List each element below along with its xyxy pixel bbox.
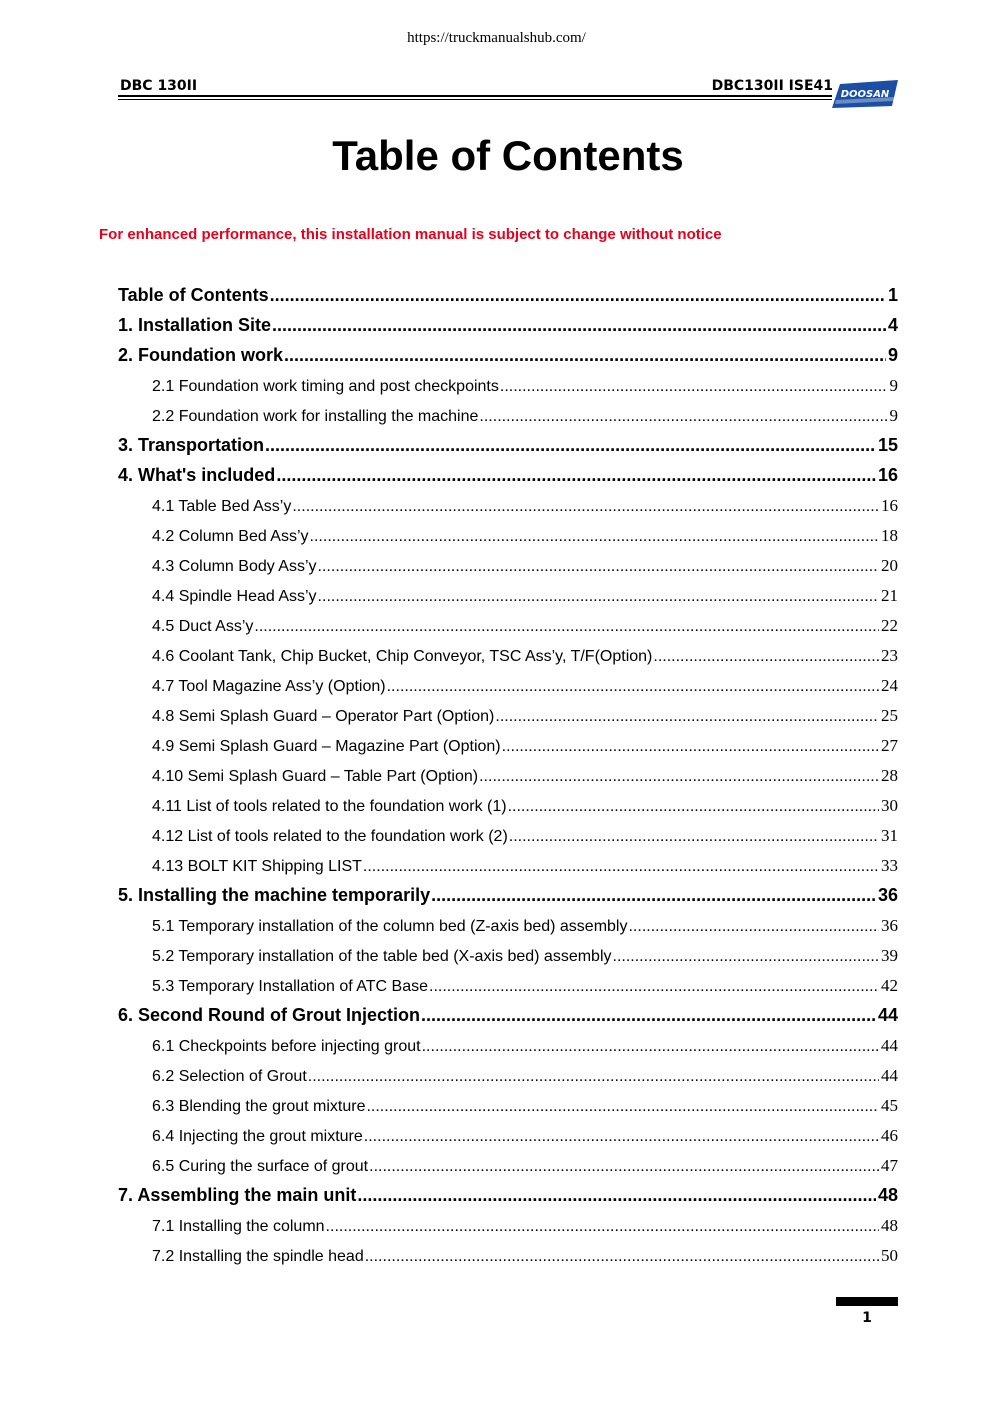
doosan-logo: [832, 80, 898, 108]
toc-entry-label: 3. Transportation: [118, 435, 265, 455]
toc-entry-page: 1: [887, 285, 898, 305]
toc-dot-leader: [284, 345, 886, 366]
toc-entry-page: 30: [881, 796, 898, 815]
toc-entry-page: 9: [889, 376, 898, 395]
toc-entry-page: 36: [877, 885, 898, 905]
toc-entry-label: 7.1 Installing the column: [152, 1218, 325, 1235]
toc-entry-label: Table of Contents: [118, 285, 269, 305]
toc-entry-page: 44: [881, 1066, 898, 1085]
toc-dot-leader: [326, 1218, 879, 1236]
toc-subsection-entry[interactable]: [152, 610, 898, 636]
toc-entry-page: 15: [877, 435, 898, 455]
toc-entry-label: 4.6 Coolant Tank, Chip Bucket, Chip Conveyor, TSC Ass’y, T/F(Option): [152, 648, 653, 665]
toc-dot-leader: [509, 828, 879, 846]
toc-dot-leader: [500, 378, 888, 396]
toc-entry-label: 4.9 Semi Splash Guard – Magazine Part (Option): [152, 738, 501, 755]
toc-entry-label: 6.1 Checkpoints before injecting grout: [152, 1038, 421, 1055]
toc-subsection-entry[interactable]: [152, 910, 898, 936]
toc-dot-leader: [502, 738, 879, 756]
toc-section-entry[interactable]: [118, 460, 898, 486]
source-url: https://truckmanualshub.com/: [407, 30, 586, 46]
toc-section-entry[interactable]: [118, 340, 898, 366]
toc-dot-leader: [613, 948, 880, 966]
toc-entry-page: 50: [881, 1246, 898, 1265]
page-title: Table of Contents: [332, 132, 684, 179]
toc-entry-label: 4.13 BOLT KIT Shipping LIST: [152, 858, 362, 875]
toc-entry-page: 16: [877, 465, 898, 485]
toc-dot-leader: [363, 858, 879, 876]
toc-subsection-entry[interactable]: [152, 820, 898, 846]
page-number: 1: [862, 1310, 872, 1326]
toc-entry-label: 7. Assembling the main unit: [118, 1185, 357, 1205]
toc-subsection-entry[interactable]: [152, 850, 898, 876]
toc-dot-leader: [653, 648, 879, 666]
header-rule: [118, 95, 832, 97]
toc-dot-leader: [292, 498, 879, 516]
toc-entry-label: 4.1 Table Bed Ass’y: [152, 498, 292, 515]
page-number-bar: [836, 1297, 898, 1306]
toc-entry-page: 33: [881, 856, 898, 875]
toc-dot-leader: [479, 408, 887, 426]
toc-dot-leader: [429, 978, 879, 996]
toc-subsection-entry[interactable]: [152, 1060, 898, 1086]
toc-dot-leader: [365, 1248, 879, 1266]
toc-entry-page: 42: [881, 976, 898, 995]
toc-entry-page: 9: [889, 406, 898, 425]
toc-dot-leader: [265, 435, 876, 456]
toc-section-entry[interactable]: [118, 1000, 898, 1026]
toc-entry-page: 31: [881, 826, 898, 845]
toc-entry-label: 4.5 Duct Ass’y: [152, 618, 254, 635]
toc-entry-page: 20: [881, 556, 898, 575]
logo-text: DOOSAN: [840, 89, 890, 100]
toc-entry-page: 25: [881, 706, 898, 725]
toc-dot-leader: [308, 1068, 879, 1086]
toc-entry-label: 4.2 Column Bed Ass’y: [152, 528, 309, 545]
toc-entry-label: 5.3 Temporary Installation of ATC Base: [152, 978, 428, 995]
toc-entry-page: 16: [881, 496, 898, 515]
toc-dot-leader: [628, 918, 879, 936]
toc-entry-label: 4.4 Spindle Head Ass’y: [152, 588, 317, 605]
toc-entry-page: 36: [881, 916, 898, 935]
toc-entry-label: 4.8 Semi Splash Guard – Operator Part (Option): [152, 708, 495, 725]
toc-entry-page: 23: [881, 646, 898, 665]
toc-entry-label: 4.10 Semi Splash Guard – Table Part (Option): [152, 768, 479, 785]
toc-subsection-entry[interactable]: [152, 1210, 898, 1236]
toc-dot-leader: [272, 315, 886, 336]
toc-dot-leader: [366, 1098, 879, 1116]
toc-dot-leader: [318, 558, 879, 576]
toc-entry-label: 6.4 Injecting the grout mixture: [152, 1128, 363, 1145]
toc-subsection-entry[interactable]: [152, 730, 898, 756]
toc-entry-label: 4.3 Column Body Ass’y: [152, 558, 317, 575]
toc-entry-page: 48: [881, 1216, 898, 1235]
toc-entry-label: 2.1 Foundation work timing and post checkpoints: [152, 378, 499, 395]
toc-subsection-entry[interactable]: [152, 940, 898, 966]
toc-entry-page: 44: [881, 1036, 898, 1055]
toc-subsection-entry[interactable]: [152, 1030, 898, 1056]
toc-dot-leader: [508, 798, 879, 816]
toc-entry-page: 9: [887, 345, 898, 365]
toc-dot-leader: [422, 1038, 879, 1056]
toc-subsection-entry[interactable]: [152, 640, 898, 666]
toc-dot-leader: [495, 708, 879, 726]
toc-entry-page: 46: [881, 1126, 898, 1145]
toc-dot-leader: [318, 588, 879, 606]
toc-entry-label: 5.1 Temporary installation of the column bed (Z-axis bed) assembly: [152, 918, 628, 935]
toc-entry-label: 5. Installing the machine temporarily: [118, 885, 431, 905]
toc-dot-leader: [369, 1158, 879, 1176]
toc-entry-label: 4.7 Tool Magazine Ass’y (Option): [152, 678, 386, 695]
toc-entry-label: 7.2 Installing the spindle head: [152, 1248, 364, 1265]
toc-dot-leader: [254, 618, 879, 636]
toc-subsection-entry[interactable]: [152, 1120, 898, 1146]
toc-entry-label: 2.2 Foundation work for installing the machine: [152, 408, 479, 425]
toc-entry-page: 28: [881, 766, 898, 785]
toc-entry-label: 2. Foundation work: [118, 345, 283, 365]
change-notice: For enhanced performance, this installation manual is subject to change without notice: [99, 226, 722, 243]
toc-entry-label: 6.5 Curing the surface of grout: [152, 1158, 369, 1175]
toc-entry-page: 18: [881, 526, 898, 545]
toc-entry-label: 6.3 Blending the grout mixture: [152, 1098, 366, 1115]
toc-entry-page: 44: [877, 1005, 898, 1025]
toc-dot-leader: [431, 885, 876, 906]
toc-subsection-entry[interactable]: [152, 1240, 898, 1266]
toc-subsection-entry[interactable]: [152, 1090, 898, 1116]
toc-entry-page: 22: [881, 616, 898, 635]
toc-subsection-entry[interactable]: [152, 550, 898, 576]
toc-subsection-entry[interactable]: [152, 970, 898, 996]
toc-entry-page: 48: [877, 1185, 898, 1205]
toc-entry-label: 4.11 List of tools related to the foundation work (1): [152, 798, 507, 815]
toc-entry-page: 39: [881, 946, 898, 965]
toc-subsection-entry[interactable]: [152, 1150, 898, 1176]
toc-dot-leader: [364, 1128, 879, 1146]
header-document-code: DBC130II ISE41: [711, 78, 833, 94]
toc-section-entry[interactable]: [118, 310, 898, 336]
toc-dot-leader: [387, 678, 879, 696]
toc-entry-page: 47: [881, 1156, 898, 1175]
header-model: DBC 130II: [120, 78, 198, 94]
toc-dot-leader: [357, 1185, 876, 1206]
toc-subsection-entry[interactable]: [152, 370, 898, 396]
toc-entry-label: 1. Installation Site: [118, 315, 272, 335]
toc-entry-page: 24: [881, 676, 898, 695]
toc-dot-leader: [270, 285, 886, 306]
toc-entry-label: 4. What's included: [118, 465, 276, 485]
toc-entry-page: 4: [887, 315, 898, 335]
toc-entry-label: 6.2 Selection of Grout: [152, 1068, 307, 1085]
toc-dot-leader: [479, 768, 879, 786]
toc-subsection-entry[interactable]: [152, 700, 898, 726]
toc-entry-page: 21: [881, 586, 898, 605]
toc-entry-label: 5.2 Temporary installation of the table bed (X-axis bed) assembly: [152, 948, 612, 965]
toc-subsection-entry[interactable]: [152, 580, 898, 606]
toc-section-entry[interactable]: [118, 1180, 898, 1206]
toc-subsection-entry[interactable]: [152, 790, 898, 816]
toc-section-entry[interactable]: [118, 880, 898, 906]
header-rule-thin: [118, 99, 832, 100]
toc-subsection-entry[interactable]: [152, 520, 898, 546]
toc-subsection-entry[interactable]: [152, 400, 898, 426]
toc-entry-page: 27: [881, 736, 898, 755]
toc-entry-label: 6. Second Round of Grout Injection: [118, 1005, 420, 1025]
toc-section-entry[interactable]: [118, 430, 898, 456]
toc-subsection-entry[interactable]: [152, 490, 898, 516]
toc-entry-label: 4.12 List of tools related to the foundation work (2): [152, 828, 508, 845]
toc-entry-page: 45: [881, 1096, 898, 1115]
toc-dot-leader: [421, 1005, 876, 1026]
toc-section-entry[interactable]: [118, 280, 898, 306]
toc-dot-leader: [276, 465, 876, 486]
toc-subsection-entry[interactable]: [152, 670, 898, 696]
toc-dot-leader: [310, 528, 879, 546]
toc-subsection-entry[interactable]: [152, 760, 898, 786]
